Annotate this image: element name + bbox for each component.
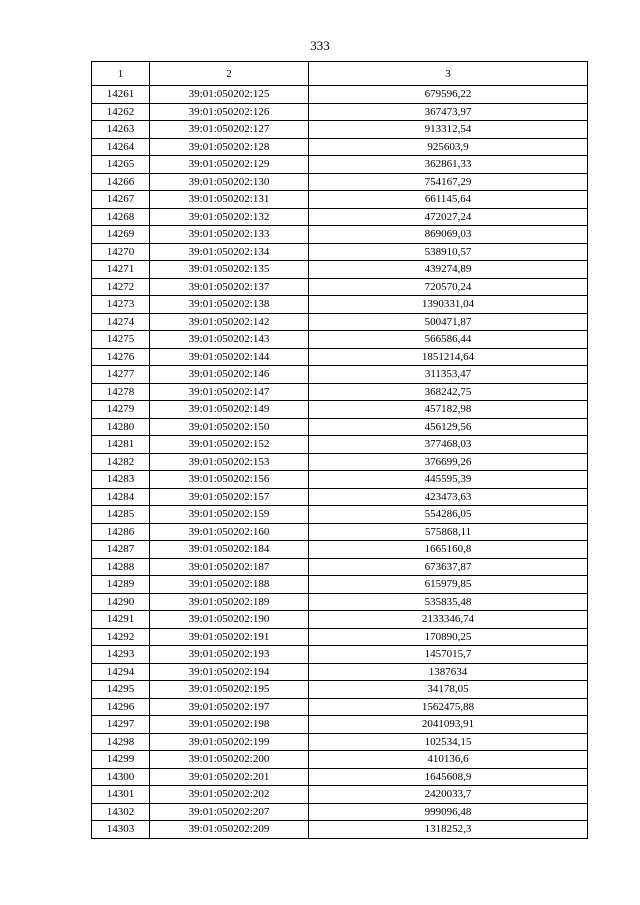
cadastral-number-cell: 39:01:050202:144 bbox=[150, 348, 309, 366]
cadastral-number-cell: 39:01:050202:197 bbox=[150, 698, 309, 716]
cadastral-number-cell: 39:01:050202:150 bbox=[150, 418, 309, 436]
row-number-cell: 14297 bbox=[92, 716, 150, 734]
row-number-cell: 14285 bbox=[92, 506, 150, 524]
table-header-row bbox=[92, 62, 588, 86]
cadastral-number-cell: 39:01:050202:130 bbox=[150, 173, 309, 191]
table-row bbox=[92, 786, 588, 804]
table-row bbox=[92, 733, 588, 751]
cadastral-number-cell: 39:01:050202:156 bbox=[150, 471, 309, 489]
table-row bbox=[92, 243, 588, 261]
row-number-cell: 14300 bbox=[92, 768, 150, 786]
row-number-cell: 14295 bbox=[92, 681, 150, 699]
cadastral-number-cell: 39:01:050202:153 bbox=[150, 453, 309, 471]
cadastral-number-cell: 39:01:050202:195 bbox=[150, 681, 309, 699]
table-row bbox=[92, 593, 588, 611]
page-number: 333 bbox=[310, 38, 330, 53]
value-cell: 445595,39 bbox=[309, 471, 588, 489]
table-row bbox=[92, 611, 588, 629]
table-row bbox=[92, 488, 588, 506]
value-cell: 535835,48 bbox=[309, 593, 588, 611]
table-row bbox=[92, 191, 588, 209]
value-cell: 439274,89 bbox=[309, 261, 588, 279]
table-row bbox=[92, 348, 588, 366]
value-cell: 2420033,7 bbox=[309, 786, 588, 804]
value-cell: 472027,24 bbox=[309, 208, 588, 226]
value-cell: 661145,64 bbox=[309, 191, 588, 209]
value-cell: 575868,11 bbox=[309, 523, 588, 541]
value-cell: 368242,75 bbox=[309, 383, 588, 401]
row-number-cell: 14271 bbox=[92, 261, 150, 279]
row-number-cell: 14291 bbox=[92, 611, 150, 629]
value-cell: 362861,33 bbox=[309, 156, 588, 174]
table-row bbox=[92, 558, 588, 576]
table-row bbox=[92, 541, 588, 559]
value-cell: 554286,05 bbox=[309, 506, 588, 524]
cadastral-number-cell: 39:01:050202:134 bbox=[150, 243, 309, 261]
cadastral-number-cell: 39:01:050202:157 bbox=[150, 488, 309, 506]
cadastral-number-cell: 39:01:050202:133 bbox=[150, 226, 309, 244]
table-row bbox=[92, 261, 588, 279]
value-cell: 376699,26 bbox=[309, 453, 588, 471]
value-cell: 500471,87 bbox=[309, 313, 588, 331]
table-row bbox=[92, 208, 588, 226]
row-number-cell: 14272 bbox=[92, 278, 150, 296]
table-row bbox=[92, 331, 588, 349]
table-row bbox=[92, 523, 588, 541]
row-number-cell: 14284 bbox=[92, 488, 150, 506]
table-body bbox=[92, 86, 588, 839]
value-cell: 367473,97 bbox=[309, 103, 588, 121]
value-cell: 1562475,88 bbox=[309, 698, 588, 716]
row-number-cell: 14286 bbox=[92, 523, 150, 541]
value-cell: 673637,87 bbox=[309, 558, 588, 576]
table-row bbox=[92, 803, 588, 821]
cadastral-value-table bbox=[91, 61, 588, 839]
value-cell: 1851214,64 bbox=[309, 348, 588, 366]
row-number-cell: 14280 bbox=[92, 418, 150, 436]
row-number-cell: 14269 bbox=[92, 226, 150, 244]
value-cell: 423473,63 bbox=[309, 488, 588, 506]
cadastral-number-cell: 39:01:050202:146 bbox=[150, 366, 309, 384]
row-number-cell: 14262 bbox=[92, 103, 150, 121]
table-row bbox=[92, 628, 588, 646]
table-row bbox=[92, 366, 588, 384]
table-row bbox=[92, 698, 588, 716]
value-cell: 754167,29 bbox=[309, 173, 588, 191]
row-number-cell: 14266 bbox=[92, 173, 150, 191]
cadastral-number-cell: 39:01:050202:209 bbox=[150, 821, 309, 839]
cadastral-number-cell: 39:01:050202:125 bbox=[150, 86, 309, 104]
cadastral-number-cell: 39:01:050202:190 bbox=[150, 611, 309, 629]
row-number-cell: 14281 bbox=[92, 436, 150, 454]
table-row bbox=[92, 138, 588, 156]
table-row bbox=[92, 751, 588, 769]
row-number-cell: 14303 bbox=[92, 821, 150, 839]
value-cell: 457182,98 bbox=[309, 401, 588, 419]
value-cell: 2041093,91 bbox=[309, 716, 588, 734]
cadastral-number-cell: 39:01:050202:137 bbox=[150, 278, 309, 296]
row-number-cell: 14290 bbox=[92, 593, 150, 611]
cadastral-number-cell: 39:01:050202:160 bbox=[150, 523, 309, 541]
cadastral-number-cell: 39:01:050202:207 bbox=[150, 803, 309, 821]
row-number-cell: 14299 bbox=[92, 751, 150, 769]
table-row bbox=[92, 418, 588, 436]
cadastral-number-cell: 39:01:050202:126 bbox=[150, 103, 309, 121]
row-number-cell: 14274 bbox=[92, 313, 150, 331]
cadastral-number-cell: 39:01:050202:149 bbox=[150, 401, 309, 419]
table-row bbox=[92, 663, 588, 681]
cadastral-number-cell: 39:01:050202:194 bbox=[150, 663, 309, 681]
row-number-cell: 14279 bbox=[92, 401, 150, 419]
cadastral-number-cell: 39:01:050202:131 bbox=[150, 191, 309, 209]
table-row bbox=[92, 506, 588, 524]
cadastral-number-cell: 39:01:050202:132 bbox=[150, 208, 309, 226]
row-number-cell: 14278 bbox=[92, 383, 150, 401]
cadastral-number-cell: 39:01:050202:191 bbox=[150, 628, 309, 646]
value-cell: 377468,03 bbox=[309, 436, 588, 454]
value-cell: 679596,22 bbox=[309, 86, 588, 104]
cadastral-number-cell: 39:01:050202:147 bbox=[150, 383, 309, 401]
table-row bbox=[92, 383, 588, 401]
value-cell: 1390331,04 bbox=[309, 296, 588, 314]
table-row bbox=[92, 821, 588, 839]
table-row bbox=[92, 226, 588, 244]
cadastral-number-cell: 39:01:050202:135 bbox=[150, 261, 309, 279]
cadastral-number-cell: 39:01:050202:198 bbox=[150, 716, 309, 734]
row-number-cell: 14268 bbox=[92, 208, 150, 226]
row-number-cell: 14265 bbox=[92, 156, 150, 174]
row-number-cell: 14294 bbox=[92, 663, 150, 681]
cadastral-number-cell: 39:01:050202:138 bbox=[150, 296, 309, 314]
value-cell: 1645608,9 bbox=[309, 768, 588, 786]
table-row bbox=[92, 436, 588, 454]
row-number-cell: 14273 bbox=[92, 296, 150, 314]
value-cell: 1457015,7 bbox=[309, 646, 588, 664]
cadastral-number-cell: 39:01:050202:143 bbox=[150, 331, 309, 349]
cadastral-number-cell: 39:01:050202:202 bbox=[150, 786, 309, 804]
cadastral-number-cell: 39:01:050202:199 bbox=[150, 733, 309, 751]
value-cell: 34178,05 bbox=[309, 681, 588, 699]
cadastral-number-cell: 39:01:050202:193 bbox=[150, 646, 309, 664]
table-row bbox=[92, 173, 588, 191]
row-number-cell: 14270 bbox=[92, 243, 150, 261]
value-cell: 615979,85 bbox=[309, 576, 588, 594]
row-number-cell: 14301 bbox=[92, 786, 150, 804]
table-row bbox=[92, 471, 588, 489]
cadastral-number-cell: 39:01:050202:188 bbox=[150, 576, 309, 594]
value-cell: 999096,48 bbox=[309, 803, 588, 821]
value-cell: 925603,9 bbox=[309, 138, 588, 156]
row-number-cell: 14288 bbox=[92, 558, 150, 576]
row-number-cell: 14261 bbox=[92, 86, 150, 104]
row-number-cell: 14302 bbox=[92, 803, 150, 821]
table-row bbox=[92, 681, 588, 699]
table-row bbox=[92, 716, 588, 734]
value-cell: 410136,6 bbox=[309, 751, 588, 769]
table-row bbox=[92, 453, 588, 471]
row-number-cell: 14292 bbox=[92, 628, 150, 646]
table-row bbox=[92, 313, 588, 331]
row-number-cell: 14277 bbox=[92, 366, 150, 384]
table-row bbox=[92, 296, 588, 314]
value-cell: 566586,44 bbox=[309, 331, 588, 349]
value-cell: 170890,25 bbox=[309, 628, 588, 646]
table-row bbox=[92, 278, 588, 296]
table-row bbox=[92, 86, 588, 104]
cadastral-number-cell: 39:01:050202:201 bbox=[150, 768, 309, 786]
cadastral-number-cell: 39:01:050202:128 bbox=[150, 138, 309, 156]
value-cell: 869069,03 bbox=[309, 226, 588, 244]
value-cell: 720570,24 bbox=[309, 278, 588, 296]
table-row bbox=[92, 768, 588, 786]
row-number-cell: 14275 bbox=[92, 331, 150, 349]
row-number-cell: 14298 bbox=[92, 733, 150, 751]
value-cell: 311353,47 bbox=[309, 366, 588, 384]
table-row bbox=[92, 401, 588, 419]
column-header-3: 3 bbox=[309, 62, 588, 86]
row-number-cell: 14263 bbox=[92, 121, 150, 139]
column-header-1: 1 bbox=[92, 62, 150, 86]
row-number-cell: 14282 bbox=[92, 453, 150, 471]
cadastral-number-cell: 39:01:050202:127 bbox=[150, 121, 309, 139]
value-cell: 102534,15 bbox=[309, 733, 588, 751]
cadastral-number-cell: 39:01:050202:142 bbox=[150, 313, 309, 331]
table-row bbox=[92, 156, 588, 174]
row-number-cell: 14283 bbox=[92, 471, 150, 489]
value-cell: 2133346,74 bbox=[309, 611, 588, 629]
cadastral-number-cell: 39:01:050202:200 bbox=[150, 751, 309, 769]
row-number-cell: 14289 bbox=[92, 576, 150, 594]
cadastral-number-cell: 39:01:050202:159 bbox=[150, 506, 309, 524]
value-cell: 1318252,3 bbox=[309, 821, 588, 839]
row-number-cell: 14296 bbox=[92, 698, 150, 716]
value-cell: 538910,57 bbox=[309, 243, 588, 261]
value-cell: 1387634 bbox=[309, 663, 588, 681]
value-cell: 1665160,8 bbox=[309, 541, 588, 559]
row-number-cell: 14293 bbox=[92, 646, 150, 664]
cadastral-number-cell: 39:01:050202:152 bbox=[150, 436, 309, 454]
cadastral-number-cell: 39:01:050202:184 bbox=[150, 541, 309, 559]
cadastral-number-cell: 39:01:050202:129 bbox=[150, 156, 309, 174]
row-number-cell: 14267 bbox=[92, 191, 150, 209]
value-cell: 456129,56 bbox=[309, 418, 588, 436]
value-cell: 913312,54 bbox=[309, 121, 588, 139]
table-row bbox=[92, 646, 588, 664]
cadastral-number-cell: 39:01:050202:189 bbox=[150, 593, 309, 611]
table-row bbox=[92, 121, 588, 139]
column-header-2: 2 bbox=[150, 62, 309, 86]
row-number-cell: 14264 bbox=[92, 138, 150, 156]
table-row bbox=[92, 576, 588, 594]
table-row bbox=[92, 103, 588, 121]
row-number-cell: 14287 bbox=[92, 541, 150, 559]
row-number-cell: 14276 bbox=[92, 348, 150, 366]
cadastral-number-cell: 39:01:050202:187 bbox=[150, 558, 309, 576]
